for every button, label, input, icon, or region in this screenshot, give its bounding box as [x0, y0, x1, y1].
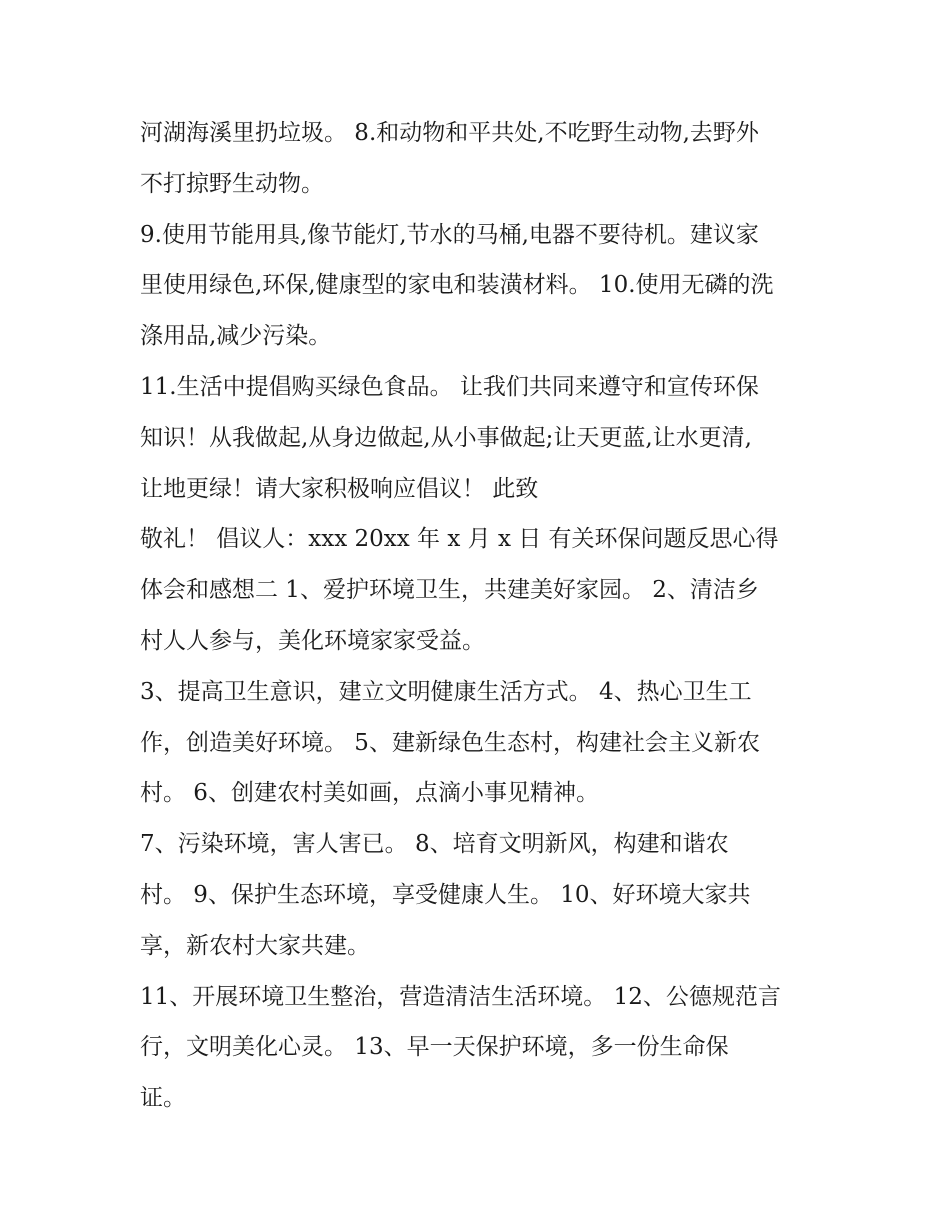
text-line: 村。 6、创建农村美如画，点滴小事见精神。	[140, 780, 599, 807]
text-line: 11.生活中提倡购买绿色食品。 让我们共同来遵守和宣传环保	[140, 373, 759, 400]
text-line: 享，新农村大家共建。	[140, 932, 370, 959]
text-line: 证。	[140, 1085, 186, 1112]
text-line: 作，创造美好环境。 5、建新绿色生态村，构建社会主义新农	[140, 729, 760, 756]
text-line: 7、污染环境，害人害已。 8、培育文明新风，构建和谐农	[140, 831, 729, 858]
text-line: 村人人参与，美化环境家家受益。	[140, 627, 485, 654]
text-line: 让地更绿！请大家积极响应倡议！ 此致	[140, 475, 539, 502]
text-line: 河湖海溪里扔垃圾。 8.和动物和平共处,不吃野生动物,去野外	[140, 120, 759, 146]
body-text	[140, 108, 820, 1124]
text-line: 3、提高卫生意识，建立文明健康生活方式。 4、热心卫生工	[140, 678, 752, 705]
text-line: 里使用绿色,环保,健康型的家电和装潢材料。 10.使用无磷的洗	[140, 272, 774, 299]
text-line: 行，文明美化心灵。 13、早一天保护环境，多一份生命保	[140, 1034, 729, 1061]
text-line: 敬礼！ 倡议人：xxx 20xx 年 x 月 x 日 有关环保问题反思心得	[140, 526, 779, 553]
text-line: 11、开展环境卫生整治，营造清洁生活环境。 12、公德规范言	[140, 983, 781, 1010]
text-line: 体会和感想二 1、爱护环境卫生，共建美好家园。 2、清洁乡	[140, 577, 759, 604]
text-line: 涤用品,减少污染。	[140, 323, 332, 350]
text-line: 知识！从我做起,从身边做起,从小事做起;让天更蓝,让水更清,	[140, 424, 752, 451]
text-line: 9.使用节能用具,像节能灯,节水的马桶,电器不要待机。建议家	[140, 221, 759, 248]
text-line: 村。 9、保护生态环境，享受健康人生。 10、好环境大家共	[140, 881, 751, 908]
text-line: 不打掠野生动物。	[140, 170, 324, 197]
